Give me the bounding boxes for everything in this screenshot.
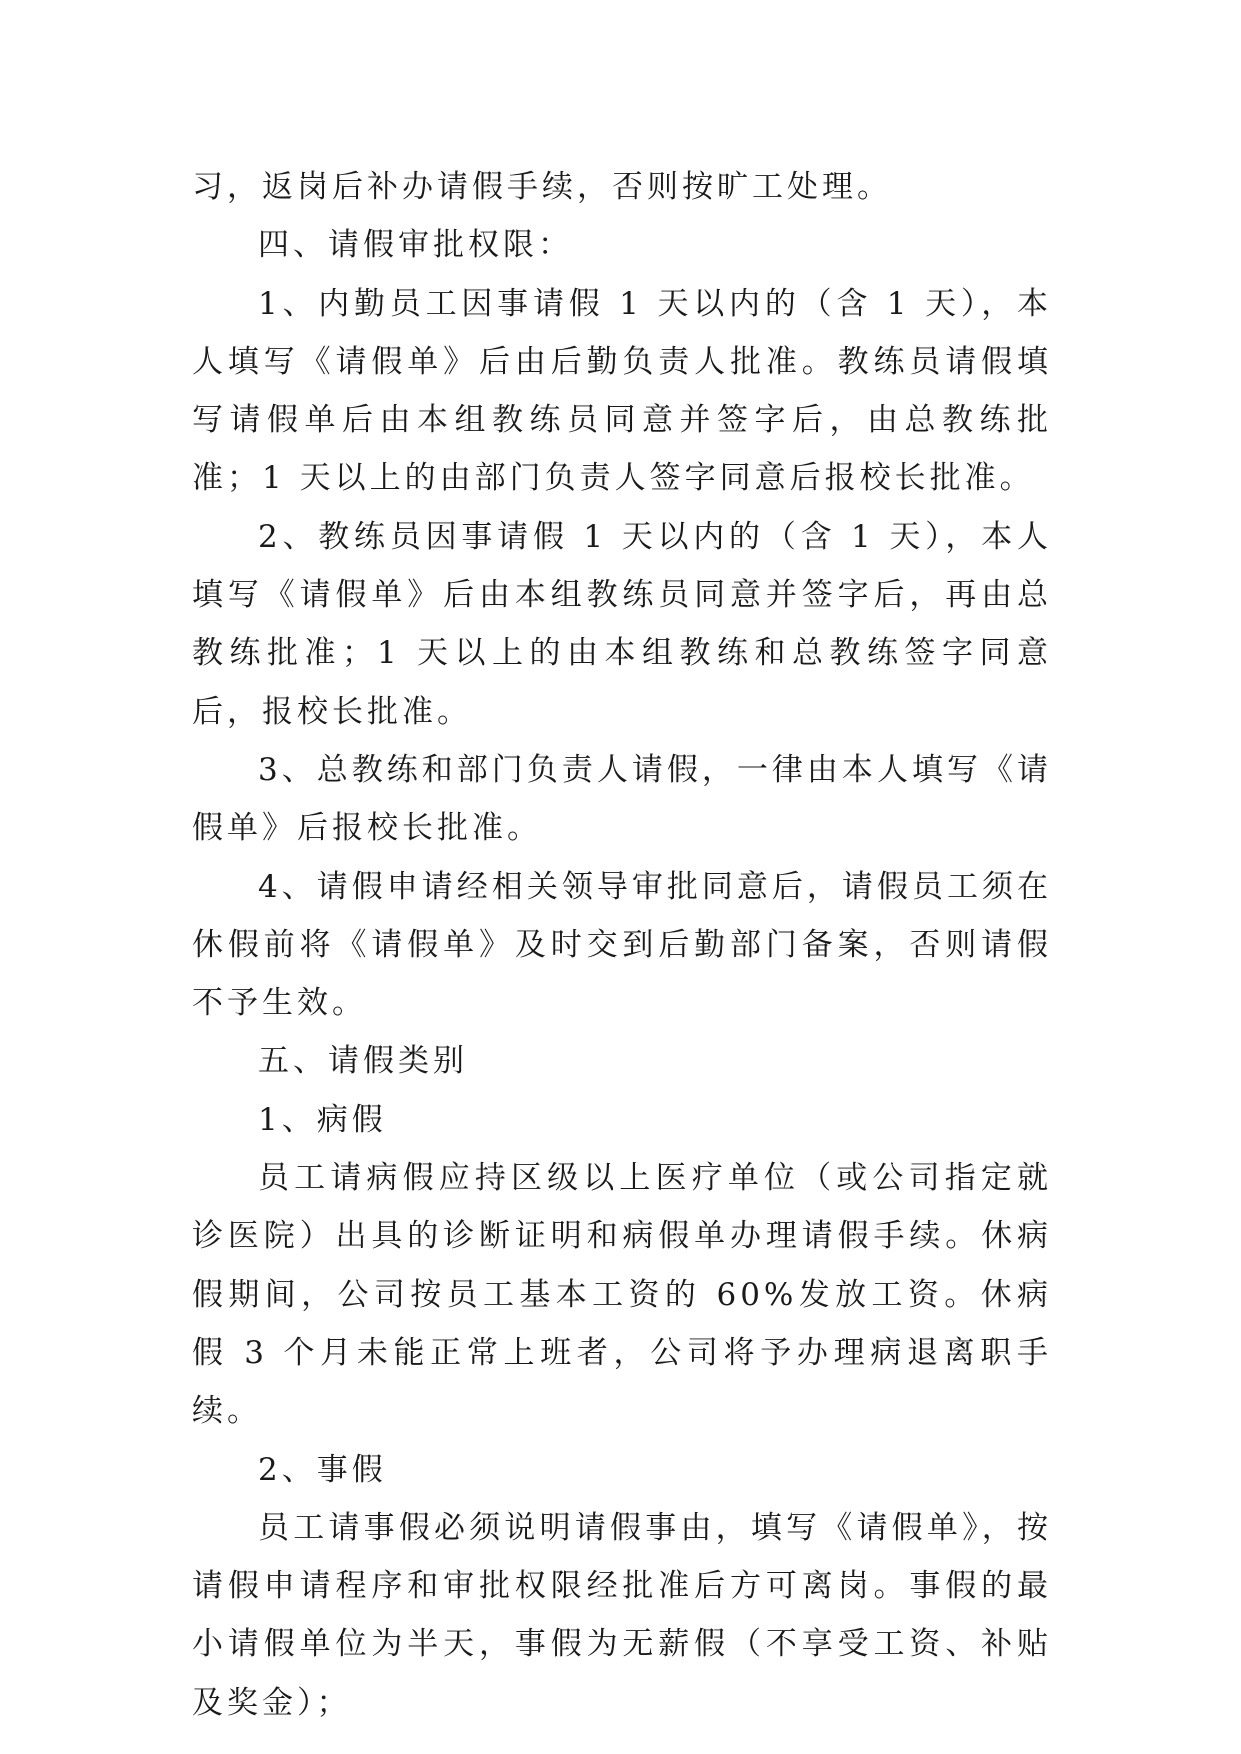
subheading-personal-leave: 2、事假 [258,1451,387,1488]
paragraph-approval-3: 3、总教练和部门负责人请假，一律由本人填写《请假单》后报校长批准。 [192,751,1052,847]
section-heading-approval: 四、请假审批权限： [258,227,573,264]
paragraph-approval-2: 2、教练员因事请假 1 天以内的（含 1 天），本人填写《请假单》后由本组教练员同意并签字后，再由总教练批准；1 天以上的由本组教练和总教练签字同意后，报校长批准。 [192,518,1052,730]
section-heading-leave-types: 五、请假类别 [258,1043,468,1080]
paragraph-approval-1: 1、内勤员工因事请假 1 天以内的（含 1 天），本人填写《请假单》后由后勤负责人批准。教练员请假填写请假单后由本组教练员同意并签字后，由总教练批准；1 天以上的由部门负责人签字同意后报校长批准。 [192,285,1052,497]
subheading-sick-leave: 1、病假 [258,1101,387,1138]
paragraph-personal-leave: 员工请事假必须说明请假事由，填写《请假单》，按请假申请程序和审批权限经批准后方可离岗。事假的最小请假单位为半天，事假为无薪假（不享受工资、补贴及奖金）； [192,1509,1052,1721]
paragraph-1: 习，返岗后补办请假手续，否则按旷工处理。 [192,169,892,205]
paragraph-sick-leave: 员工请病假应持区级以上医疗单位（或公司指定就诊医院）出具的诊断证明和病假单办理请假手续。休病假期间，公司按员工基本工资的 60%发放工资。休病假 3 个月未能正常上班者，公司将予办理病退离职手续。 [192,1160,1052,1430]
paragraph-approval-4: 4、请假申请经相关领导审批同意后，请假员工须在休假前将《请假单》及时交到后勤部门备案，否则请假不予生效。 [192,868,1052,1022]
document-body [192,158,1052,1732]
